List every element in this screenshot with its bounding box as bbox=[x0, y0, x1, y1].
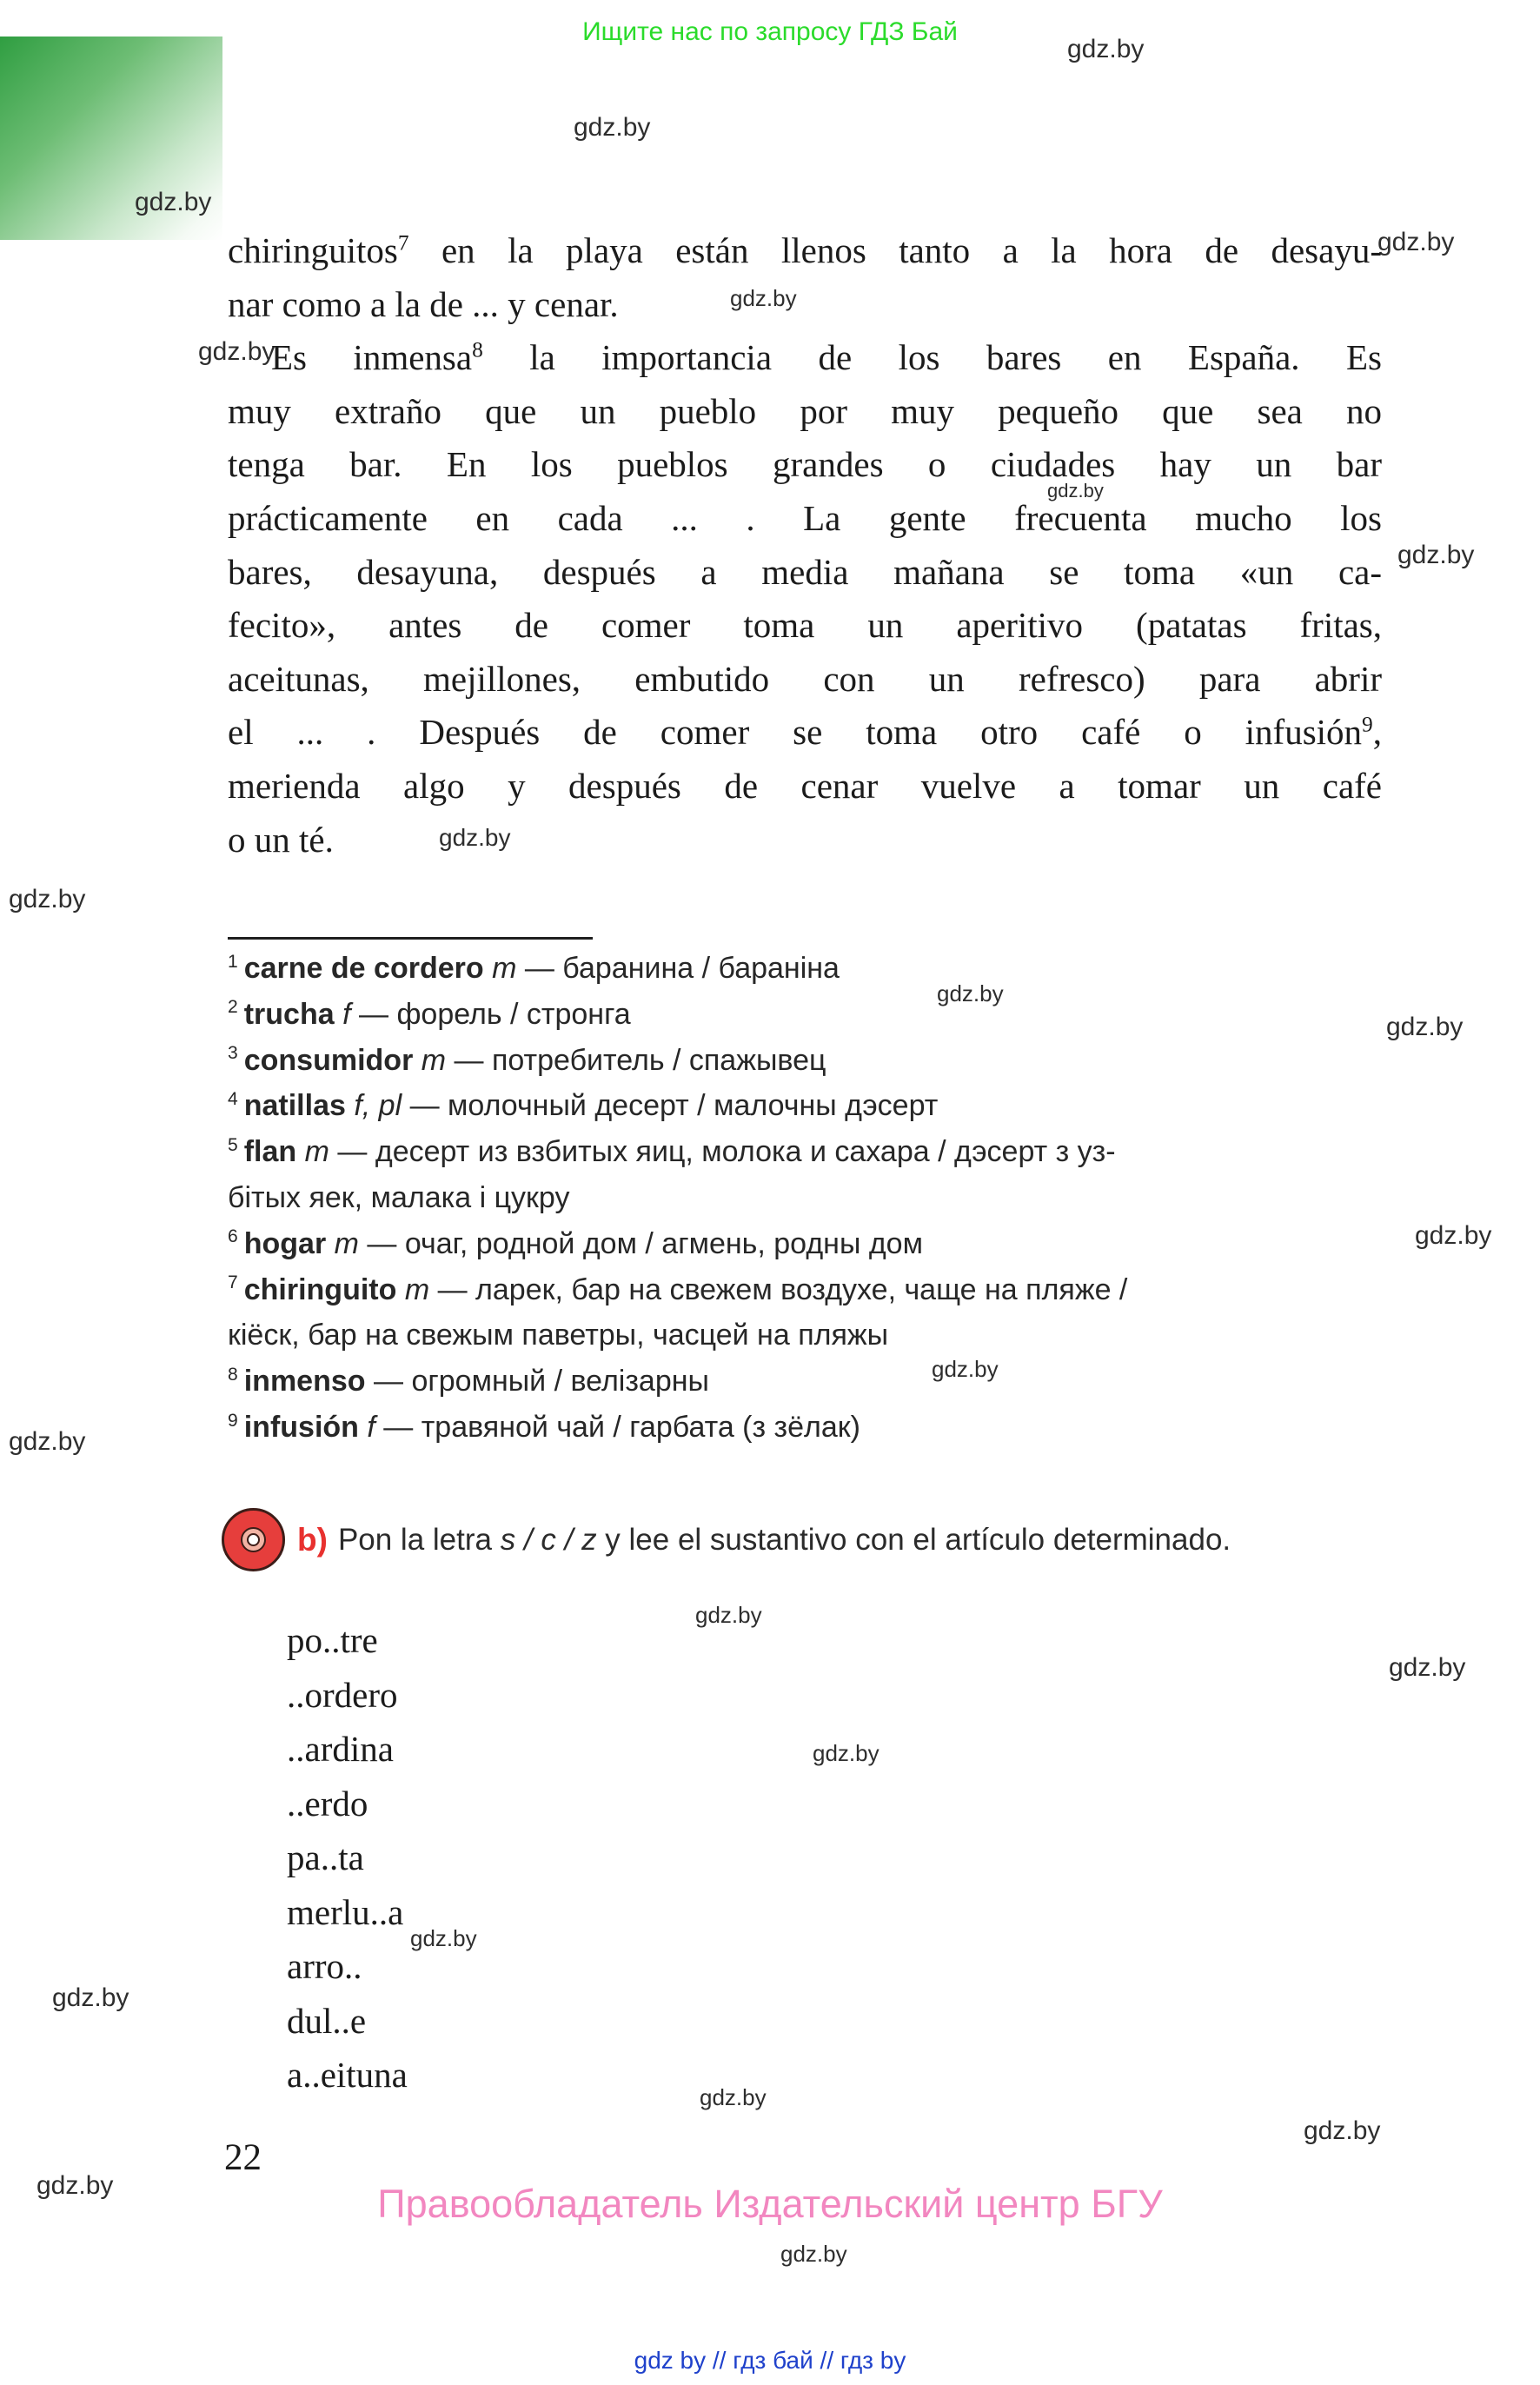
superscript: 8 bbox=[472, 337, 483, 362]
text-line: tenga bar. En los pueblos grandes o ciudades hay un bar bbox=[228, 444, 1382, 485]
watermark: gdz.by bbox=[198, 337, 275, 366]
footnotes-block bbox=[228, 946, 1389, 1451]
superscript: 6 bbox=[228, 1226, 238, 1247]
watermark: gdz.by bbox=[9, 885, 86, 913]
term-italic: f bbox=[342, 997, 351, 1031]
disc-hole bbox=[247, 1533, 260, 1546]
page-number: 22 bbox=[224, 2137, 262, 2178]
superscript: 9 bbox=[1362, 712, 1373, 737]
superscript: 9 bbox=[228, 1410, 238, 1431]
watermark: gdz.by bbox=[1386, 1013, 1464, 1041]
word-item: pa..ta bbox=[287, 1837, 364, 1877]
exercise-instruction: Pon la letra s / c / z y lee el sustantivo con el artículo determinado. bbox=[337, 1522, 1231, 1557]
text-line: prácticamente en cada ... . La gente frecuenta mucho los bbox=[228, 497, 1382, 538]
watermark: gdz.by bbox=[932, 1356, 999, 1382]
watermark: gdz.by bbox=[52, 1983, 129, 2012]
main-text-block bbox=[228, 224, 1382, 867]
footnote-line: кіёск, бар на свежым паветры, часцей на пляжы bbox=[228, 1319, 889, 1352]
footnote-line: $^2$ trucha f — форель / стронга bbox=[228, 997, 631, 1031]
footnote-line: $^6$ hogar m — очаг, родной дом / агмень, родны дом bbox=[228, 1226, 923, 1260]
watermark: gdz.by bbox=[937, 980, 1004, 1006]
top-banner-text: Ищите нас по запросу ГДЗ Бай bbox=[582, 17, 958, 46]
term-bold: infusión bbox=[243, 1410, 368, 1444]
superscript: 2 bbox=[228, 997, 238, 1018]
superscript: 1 bbox=[228, 951, 238, 972]
footnote-line: $^7$ chiringuito m — ларек, бар на свежем воздухе, чаще на пляже / bbox=[228, 1272, 1128, 1306]
word-item: po..tre bbox=[287, 1620, 378, 1660]
word-item: merlu..a bbox=[287, 1891, 404, 1932]
text-line: nar como a la de ... y cenar. bbox=[228, 283, 619, 324]
term-italic: m bbox=[334, 1226, 359, 1260]
watermark: gdz.by bbox=[730, 285, 797, 311]
footer-links: gdz by // гдз бай // гдз by bbox=[634, 2347, 906, 2374]
term-bold: carne de cordero bbox=[243, 952, 493, 985]
word-item: ..ordero bbox=[287, 1674, 398, 1715]
term-italic: f, pl bbox=[354, 1089, 402, 1123]
term-italic: m bbox=[404, 1272, 430, 1306]
word-list bbox=[287, 1613, 408, 2103]
word-item: dul..e bbox=[287, 2000, 367, 2041]
superscript: 5 bbox=[228, 1134, 238, 1155]
watermark: gdz.by bbox=[1067, 35, 1145, 63]
watermark: gdz.by bbox=[1389, 1653, 1466, 1682]
text-line: o un té. bbox=[228, 819, 334, 860]
watermark: gdz.by bbox=[37, 2171, 114, 2200]
term-italic: f bbox=[367, 1410, 375, 1444]
word-item: ..erdo bbox=[287, 1783, 368, 1824]
footnote-line: $^3$ consumidor m — потребитель / спажывец bbox=[228, 1043, 826, 1077]
watermark: gdz.by bbox=[695, 1602, 762, 1628]
term-bold: chiringuito bbox=[243, 1272, 405, 1306]
footnote-line: $^5$ flan m — десерт из взбитых яиц, молока и сахара / дэсерт з уз- bbox=[228, 1134, 1116, 1169]
footnote-line: бітых яек, малака і цукру bbox=[228, 1180, 570, 1214]
superscript: 8 bbox=[228, 1364, 238, 1385]
exercise-label: b) bbox=[297, 1521, 328, 1558]
text-line: Es inmensa$^8$ la importancia de los bares en España. Es bbox=[271, 337, 1382, 378]
exercise-row bbox=[222, 1508, 1231, 1571]
superscript: 3 bbox=[228, 1043, 238, 1064]
watermark: gdz.by bbox=[813, 1740, 880, 1766]
text-line: fecito», antes de comer toma un aperitivo (patatas fritas, bbox=[228, 605, 1382, 646]
watermark: gdz.by bbox=[1047, 480, 1104, 502]
footnote-line: $^8$ inmenso — огромный / велізарны bbox=[228, 1364, 709, 1398]
term-italic: m bbox=[304, 1135, 329, 1169]
superscript: 4 bbox=[228, 1089, 238, 1110]
text-line: merienda algo y después de cenar vuelve a tomar un café bbox=[228, 765, 1382, 806]
term-bold: natillas bbox=[243, 1089, 355, 1123]
term-bold: flan bbox=[243, 1135, 305, 1169]
watermark: gdz.by bbox=[1304, 2116, 1381, 2145]
text-line: bares, desayuna, después a media mañana se toma «un ca- bbox=[228, 551, 1382, 592]
term-bold: hogar bbox=[243, 1226, 335, 1260]
term-bold: inmenso bbox=[243, 1365, 366, 1398]
watermark: gdz.by bbox=[574, 113, 651, 142]
superscript: 7 bbox=[228, 1272, 238, 1293]
term-italic: m bbox=[492, 952, 517, 985]
text-line: aceitunas, mejillones, embutido con un refresco) para abrir bbox=[228, 658, 1382, 699]
watermark: gdz.by bbox=[780, 2241, 847, 2267]
watermark: gdz.by bbox=[1415, 1221, 1492, 1250]
footnote-line: $^1$ carne de cordero m — баранина / бараніна bbox=[228, 951, 840, 985]
word-item: ..ardina bbox=[287, 1729, 394, 1769]
word-item: a..eituna bbox=[287, 2055, 408, 2095]
watermark: gdz.by bbox=[9, 1427, 86, 1456]
term-italic: m bbox=[421, 1043, 447, 1077]
term-bold: consumidor bbox=[243, 1043, 422, 1077]
superscript: 7 bbox=[397, 230, 409, 256]
watermark: gdz.by bbox=[135, 188, 212, 216]
watermark: gdz.by bbox=[410, 1925, 477, 1951]
watermark: gdz.by bbox=[1377, 228, 1455, 256]
audio-disc-icon bbox=[222, 1508, 285, 1571]
watermark: gdz.by bbox=[439, 824, 511, 851]
text-line: chiringuitos$^7$ en la playa están llenos tanto a la hora de desayu- bbox=[228, 230, 1382, 270]
footnote-divider bbox=[228, 937, 593, 940]
text-line: el ... . Después de comer se toma otro café o infusión$^9$, bbox=[228, 712, 1382, 753]
word-item: arro.. bbox=[287, 1946, 362, 1986]
footnote-line: $^4$ natillas f, pl — молочный десерт / малочны дэсерт bbox=[228, 1089, 939, 1123]
watermark: gdz.by bbox=[700, 2084, 767, 2110]
copyright-line: Правообладатель Издательский центр БГУ bbox=[377, 2182, 1163, 2226]
text-line: muy extraño que un pueblo por muy pequeño que sea no bbox=[228, 390, 1382, 431]
term-italic: s / c / z bbox=[500, 1522, 597, 1557]
term-bold: trucha bbox=[243, 997, 343, 1031]
footnote-line: $^9$ infusión f — травяной чай / гарбата (з зёлак) bbox=[228, 1410, 860, 1444]
watermark: gdz.by bbox=[1397, 541, 1475, 569]
